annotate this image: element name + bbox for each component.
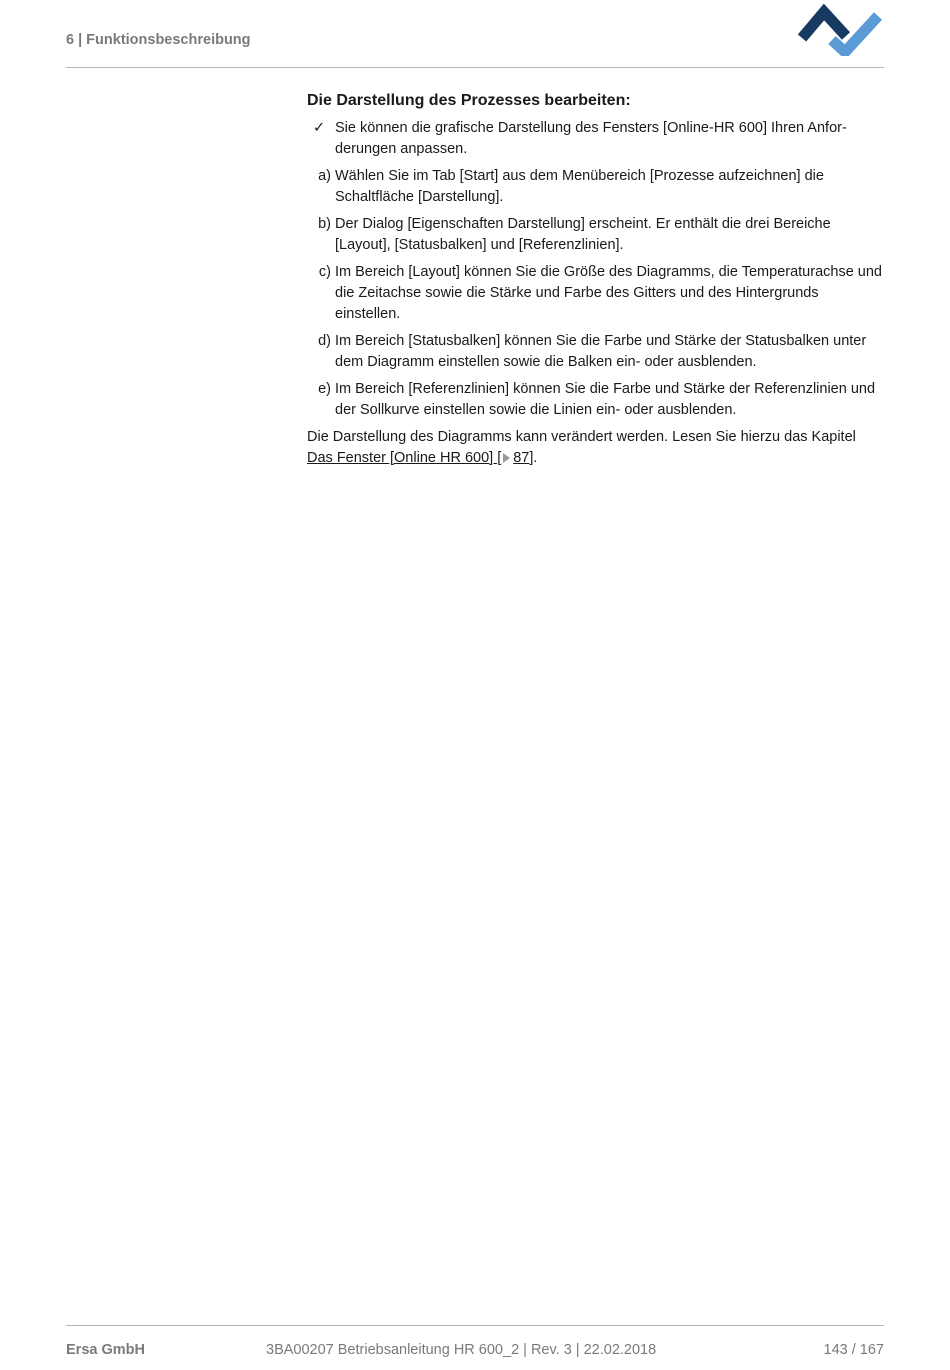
step-item (307, 379, 884, 421)
result-text: Die Darstellung des Diagramms kann verändert werden. Lesen Sie hierzu das Kapitel (307, 429, 856, 445)
step-marker: b) (318, 216, 331, 232)
footer-document-info: 3BA00207 Betriebsanleitung HR 600_2 | Rev. 3 | 22.02.2018 (266, 1342, 657, 1358)
step-item (307, 331, 884, 373)
step-text: Im Bereich [Statusbalken] können Sie die Farbe und Stärke der Statusbalken unter dem Diagramm einstellen sowie die Balken ein- oder ausblenden. (335, 333, 867, 370)
step-text: Wählen Sie im Tab [Start] aus dem Menübereich [Prozesse aufzeichnen] die Schaltfläche [Darstellung]. (335, 168, 824, 205)
step-marker: a) (318, 168, 331, 184)
main-content (307, 90, 884, 469)
page-footer (66, 1325, 884, 1370)
footer-company: Ersa GmbH (66, 1342, 145, 1358)
page-header (66, 0, 884, 68)
section-heading: Die Darstellung des Prozesses bearbeiten: (307, 92, 631, 109)
prerequisite-text: Sie können die grafische Darstellung des Fensters [Online-HR 600] Ihren Anforderungen anpassen. (335, 120, 847, 157)
section-title: 6 | Funktionsbeschreibung (66, 32, 251, 48)
step-item (307, 262, 884, 325)
ersa-logo-icon (798, 0, 886, 56)
step-marker: c) (318, 264, 331, 280)
prerequisite-item (307, 118, 884, 160)
step-item (307, 214, 884, 256)
step-text: Im Bereich [Layout] können Sie die Größe des Diagramms, die Temperaturachse und die Zeitachse sowie die Stärke und Farbe des Gitters und des Hintergrunds einstellen. (335, 264, 882, 322)
step-text: Der Dialog [Eigenschaften Darstellung] erscheint. Er enthält die drei Bereiche [Layout], [Statusbalken] und [Referenzlinien]. (335, 216, 831, 253)
chapter-link-page: 87 (513, 450, 530, 466)
step-marker: d) (318, 333, 331, 349)
step-item (307, 166, 884, 208)
chapter-link-close: ]. (529, 450, 538, 466)
step-text: Im Bereich [Referenzlinien] können Sie die Farbe und Stärke der Referenzlinien und der Sollkurve einstellen sowie die Linien ein- oder ausblenden. (335, 381, 876, 418)
checkmark-icon: ✓ (313, 120, 326, 136)
chapter-link[interactable] (307, 450, 529, 466)
footer-page-number: 143 / 167 (823, 1342, 884, 1358)
step-marker: e) (318, 381, 331, 397)
chapter-link-text: Das Fenster [Online HR 600] [ (307, 450, 502, 466)
result-paragraph (307, 427, 884, 469)
page-arrow-icon (503, 453, 510, 463)
